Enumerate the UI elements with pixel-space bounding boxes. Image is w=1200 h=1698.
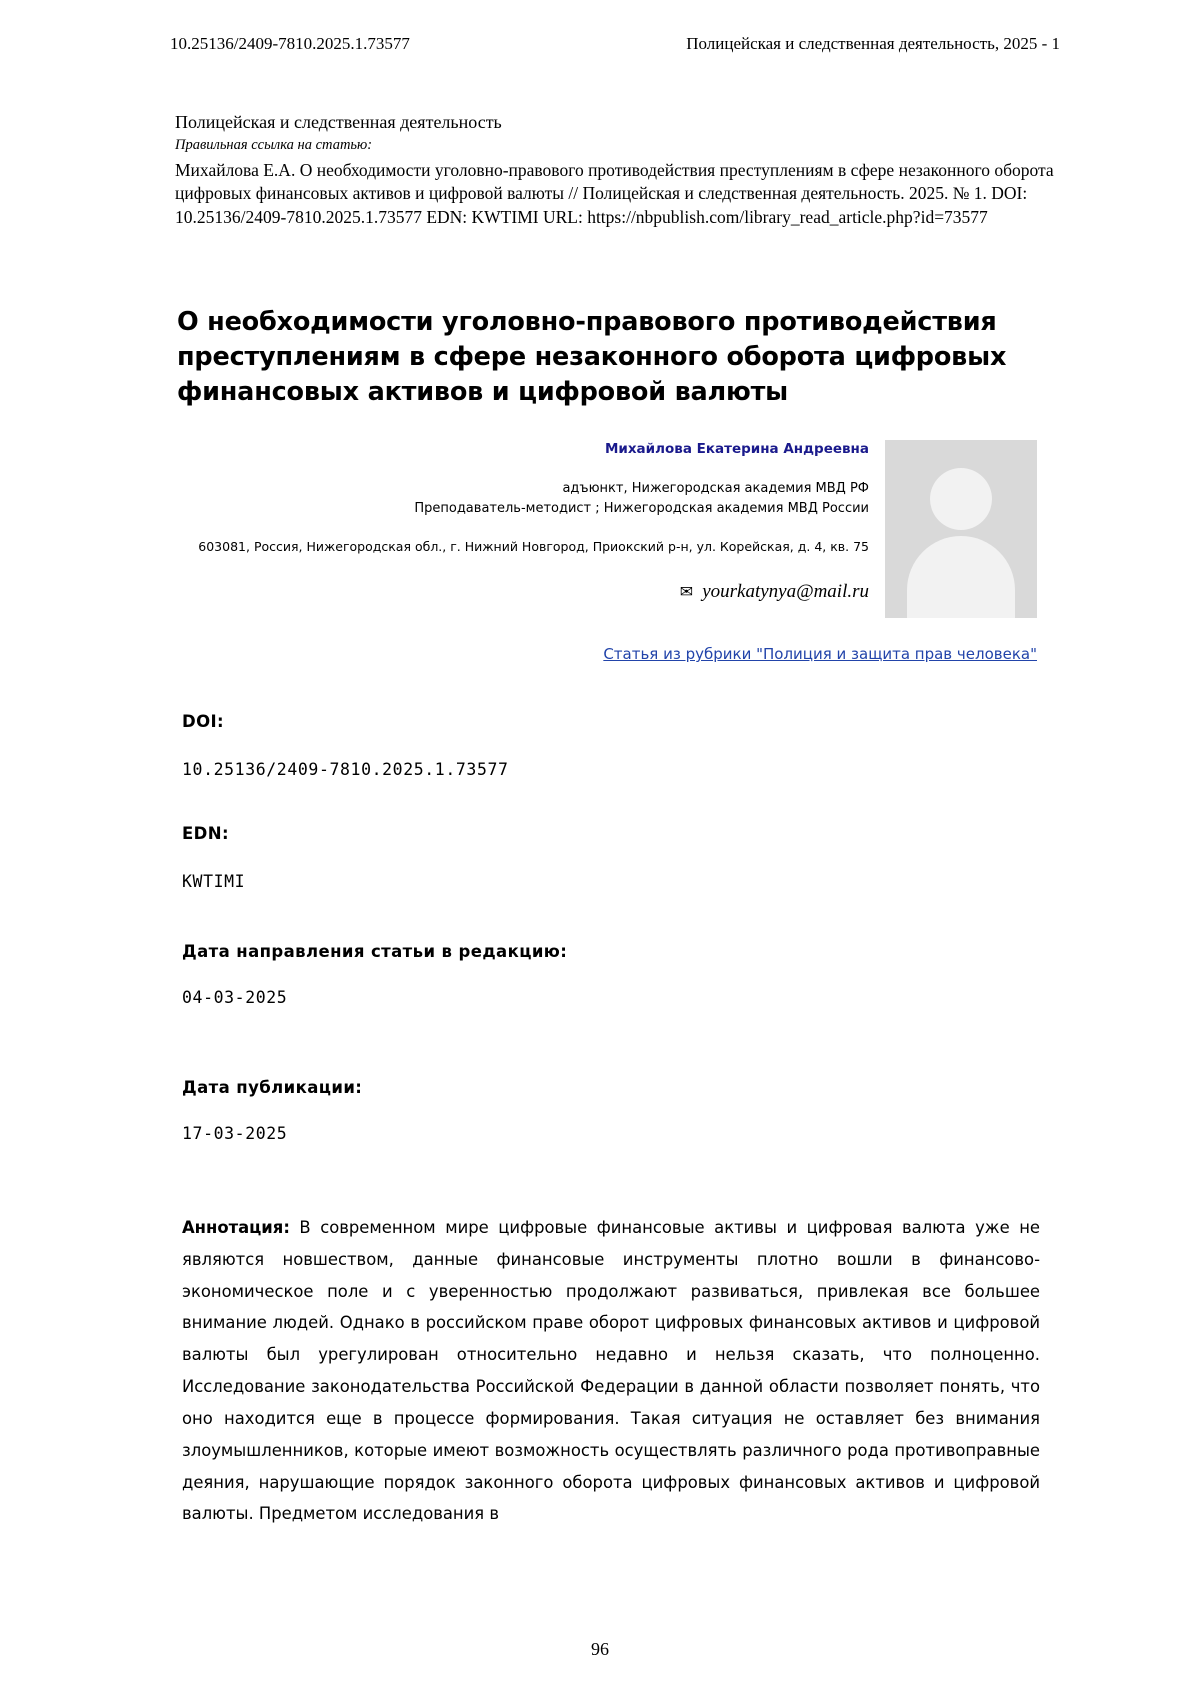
edn-label: EDN: <box>182 824 229 843</box>
citation-block <box>175 110 1055 229</box>
doi-label: DOI: <box>182 712 225 731</box>
publication-date-label: Дата публикации: <box>182 1078 363 1097</box>
submission-date-value: 04-03-2025 <box>182 988 288 1007</box>
doi-value: 10.25136/2409-7810.2025.1.73577 <box>182 760 509 779</box>
author-block <box>177 440 1037 625</box>
submission-date-label: Дата направления статьи в редакцию: <box>182 942 568 961</box>
abstract-text: В современном мире цифровые финансовые активы и цифровая валюта уже не являются новшеством, данные финансовые инструменты плотно вошли в финансово-экономическое поле и с уверенностью продолжают развиваться, привлекая все большее внимание людей. Однако в российском праве оборот цифровых финансовых активов и цифровой валюты был урегулирован относительно недавно и нельзя сказать, что полноценно. Исследование законодательства Российской Федерации в данной области позволяет понять, что оно находится еще в процессе формирования. Такая ситуация не оставляет без внимания злоумышленников, которые имеют возможность осуществлять различного рода противоправные деяния, нарушающие порядок законного оборота цифровых финансовых активов и цифровой валюты. Предметом исследования в <box>182 1218 1040 1524</box>
citation-text: Михайлова Е.А. О необходимости уголовно-правового противодействия преступлениям в сфере незаконного оборота цифровых финансовых активов и цифровой валюты // Полицейская и следственная деятельность. 2025. № 1. DOI: 10.25136/2409-7810.2025.1.73577 EDN: KWTIMI URL: https://nbpublish.com/library_read_article.php?id=73577 <box>175 160 1054 227</box>
envelope-icon: ✉ <box>679 581 694 601</box>
running-head <box>170 34 1060 54</box>
rubric-link[interactable]: Статья из рубрики "Полиция и защита прав человека" <box>603 645 1037 663</box>
abstract-label: Аннотация: <box>182 1218 290 1237</box>
author-email-text: yourkatynya@mail.ru <box>702 580 869 602</box>
avatar-head-shape <box>930 468 992 530</box>
running-head-journal: Полицейская и следственная деятельность, 2025 - 1 <box>686 34 1060 53</box>
edn-value: KWTIMI <box>182 872 246 891</box>
citation-howto-label: Правильная ссылка на статью: <box>175 137 373 154</box>
running-head-doi: 10.25136/2409-7810.2025.1.73577 <box>170 34 410 53</box>
page-title: О необходимости уголовно-правового противодействия преступлениям в сфере незаконного оборота цифровых финансовых активов и цифровой валюты <box>177 307 1007 408</box>
author-address: 603081, Россия, Нижегородская обл., г. Нижний Новгород, Приокский р-н, ул. Корейская, д. 4, кв. 75 <box>198 539 869 555</box>
avatar-body-shape <box>907 536 1015 618</box>
avatar <box>885 440 1037 618</box>
author-info <box>179 440 869 603</box>
abstract <box>182 1212 1040 1530</box>
author-name: Михайлова Екатерина Андреевна <box>604 441 869 457</box>
page-number: 96 <box>591 1639 609 1659</box>
author-email[interactable] <box>179 581 869 603</box>
author-role-line-2: Преподаватель-методист ; Нижегородская академия МВД России <box>414 501 869 517</box>
journal-name: Полицейская и следственная деятельность <box>175 112 502 132</box>
publication-date-value: 17-03-2025 <box>182 1124 288 1143</box>
author-role-line-1: адъюнкт, Нижегородская академия МВД РФ <box>562 480 869 496</box>
